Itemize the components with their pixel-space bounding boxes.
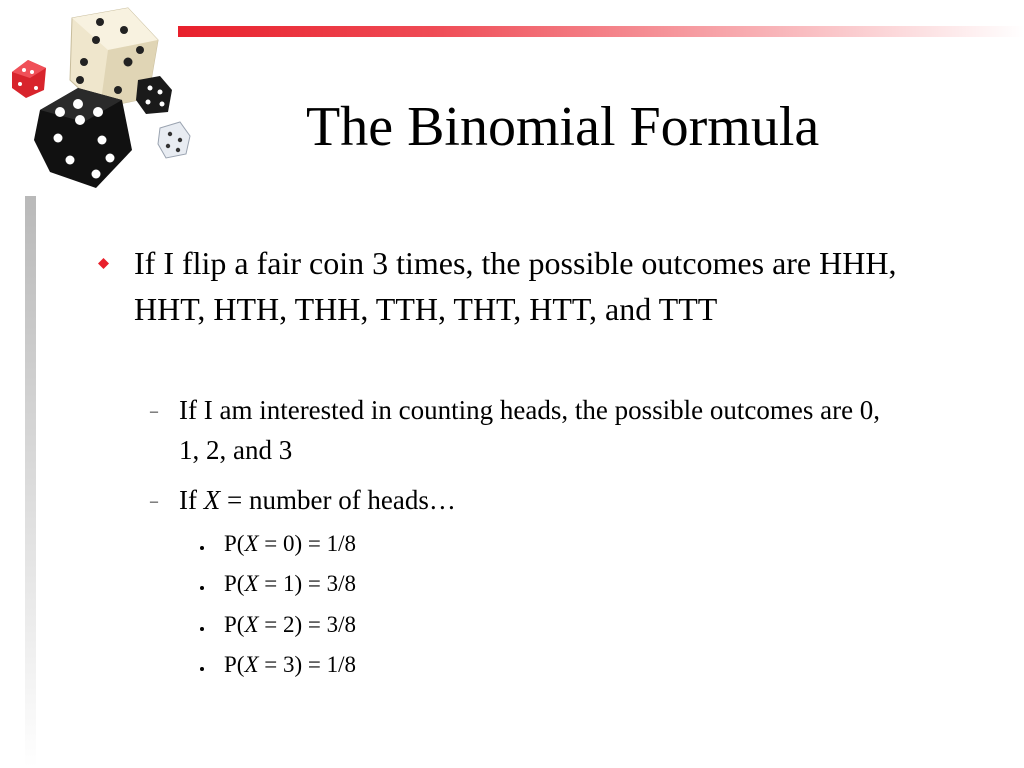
dice-image <box>0 0 200 200</box>
main-bullet-text: If I flip a fair coin 3 times, the possible outcomes are HHH, HHT, HTH, THH, TTH, THT, HTT, and TTT <box>134 245 897 327</box>
dash-bullet-icon: – <box>150 403 158 420</box>
prob-x1: P(X = 1) = 3/8 <box>224 571 357 596</box>
dot-bullet-icon <box>200 586 204 590</box>
prob-x2: P(X = 2) = 3/8 <box>224 612 357 637</box>
slide-title: The Binomial Formula <box>306 96 820 158</box>
large-black-die <box>34 88 132 188</box>
dot-bullet-icon <box>200 627 204 631</box>
dot-bullet-icon <box>200 546 204 550</box>
sub-bullet-define-x: If X = number of heads… <box>179 485 456 515</box>
red-die <box>12 60 46 98</box>
dot-bullet-icon <box>200 667 204 671</box>
dash-bullet-icon: – <box>150 493 158 510</box>
top-accent-bar <box>178 26 1024 37</box>
prob-x3: P(X = 3) = 1/8 <box>224 652 357 677</box>
left-accent-bar <box>25 196 36 768</box>
small-black-die <box>136 76 172 114</box>
small-white-die <box>158 122 190 158</box>
red-diamond-bullet-icon <box>98 258 109 269</box>
prob-x0: P(X = 0) = 1/8 <box>224 531 357 556</box>
sub-bullet-counting: If I am interested in counting heads, the possible outcomes are 0, 1, 2, and 3 <box>179 395 881 465</box>
